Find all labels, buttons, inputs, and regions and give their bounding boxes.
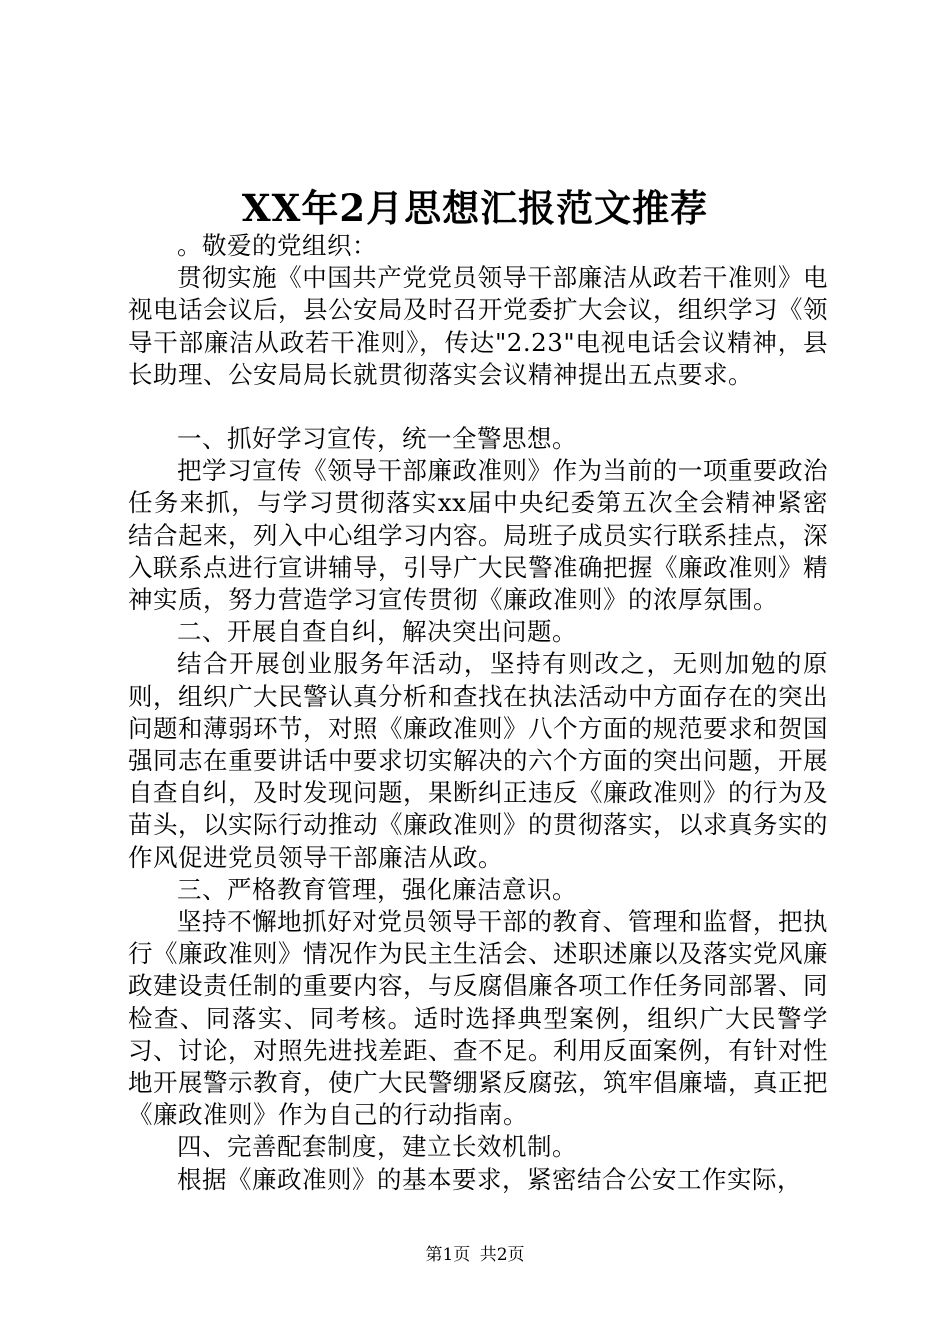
page-footer (0, 1243, 950, 1267)
document-title: XX年2月思想汇报范文推荐 (241, 186, 709, 230)
intro-paragraph: 贯彻实施《中国共产党党员领导干部廉洁从政若干准则》电视电话会议后，县公安局及时召开党委扩大会议，组织学习《领导干部廉洁从政若干准则》，传达"2.23"电视电话会议精神，县长助理、公安局局长就贯彻落实会议精神提出五点要求。 (128, 263, 828, 389)
section-heading-4: 四、完善配套制度，建立长效机制。 (177, 1132, 577, 1162)
section-heading-1: 一、抓好学习宣传，统一全警思想。 (177, 424, 577, 454)
salutation: 。敬爱的党组织： (177, 231, 377, 260)
page-total: 共2页 (479, 1245, 525, 1265)
section-paragraph-3: 坚持不懈地抓好对党员领导干部的教育、管理和监督，把执行《廉政准则》情况作为民主生活会、述职述廉以及落实党风廉政建设责任制的重要内容，与反腐倡廉各项工作任务同部署、同检查、同落实、同考核。适时选择典型案例，组织广大民警学习、讨论，对照先进找差距、查不足。利用反面案例，有针对性地开展警示教育，使广大民警绷紧反腐弦，筑牢倡廉墙，真正把《廉政准则》作为自己的行动指南。 (128, 907, 828, 1130)
page-number: 第1页 (425, 1245, 471, 1265)
section-paragraph-1: 把学习宣传《领导干部廉政准则》作为当前的一项重要政治任务来抓，与学习贯彻落实xx届中央纪委第五次全会精神紧密结合起来，列入中心组学习内容。局班子成员实行联系挂点，深入联系点进行宣讲辅导，引导广大民警准确把握《廉政准则》精神实质，努力营造学习宣传贯彻《廉政准则》的浓厚氛围。 (128, 456, 828, 615)
section-paragraph-2: 结合开展创业服务年活动，坚持有则改之，无则加勉的原则，组织广大民警认真分析和查找在执法活动中方面存在的突出问题和薄弱环节，对照《廉政准则》八个方面的规范要求和贺国强同志在重要讲话中要求切实解决的六个方面的突出问题，开展自查自纠，及时发现问题，果断纠正违反《廉政准则》的行为及苗头，以实际行动推动《廉政准则》的贯彻落实，以求真务实的作风促进党员领导干部廉洁从政。 (128, 649, 828, 872)
section-heading-3: 三、严格教育管理，强化廉洁意识。 (177, 874, 577, 904)
document-body (128, 230, 828, 1196)
section-paragraph-4: 根据《廉政准则》的基本要求，紧密结合公安工作实际， (177, 1164, 802, 1194)
section-heading-2: 二、开展自查自纠，解决突出问题。 (177, 617, 577, 647)
